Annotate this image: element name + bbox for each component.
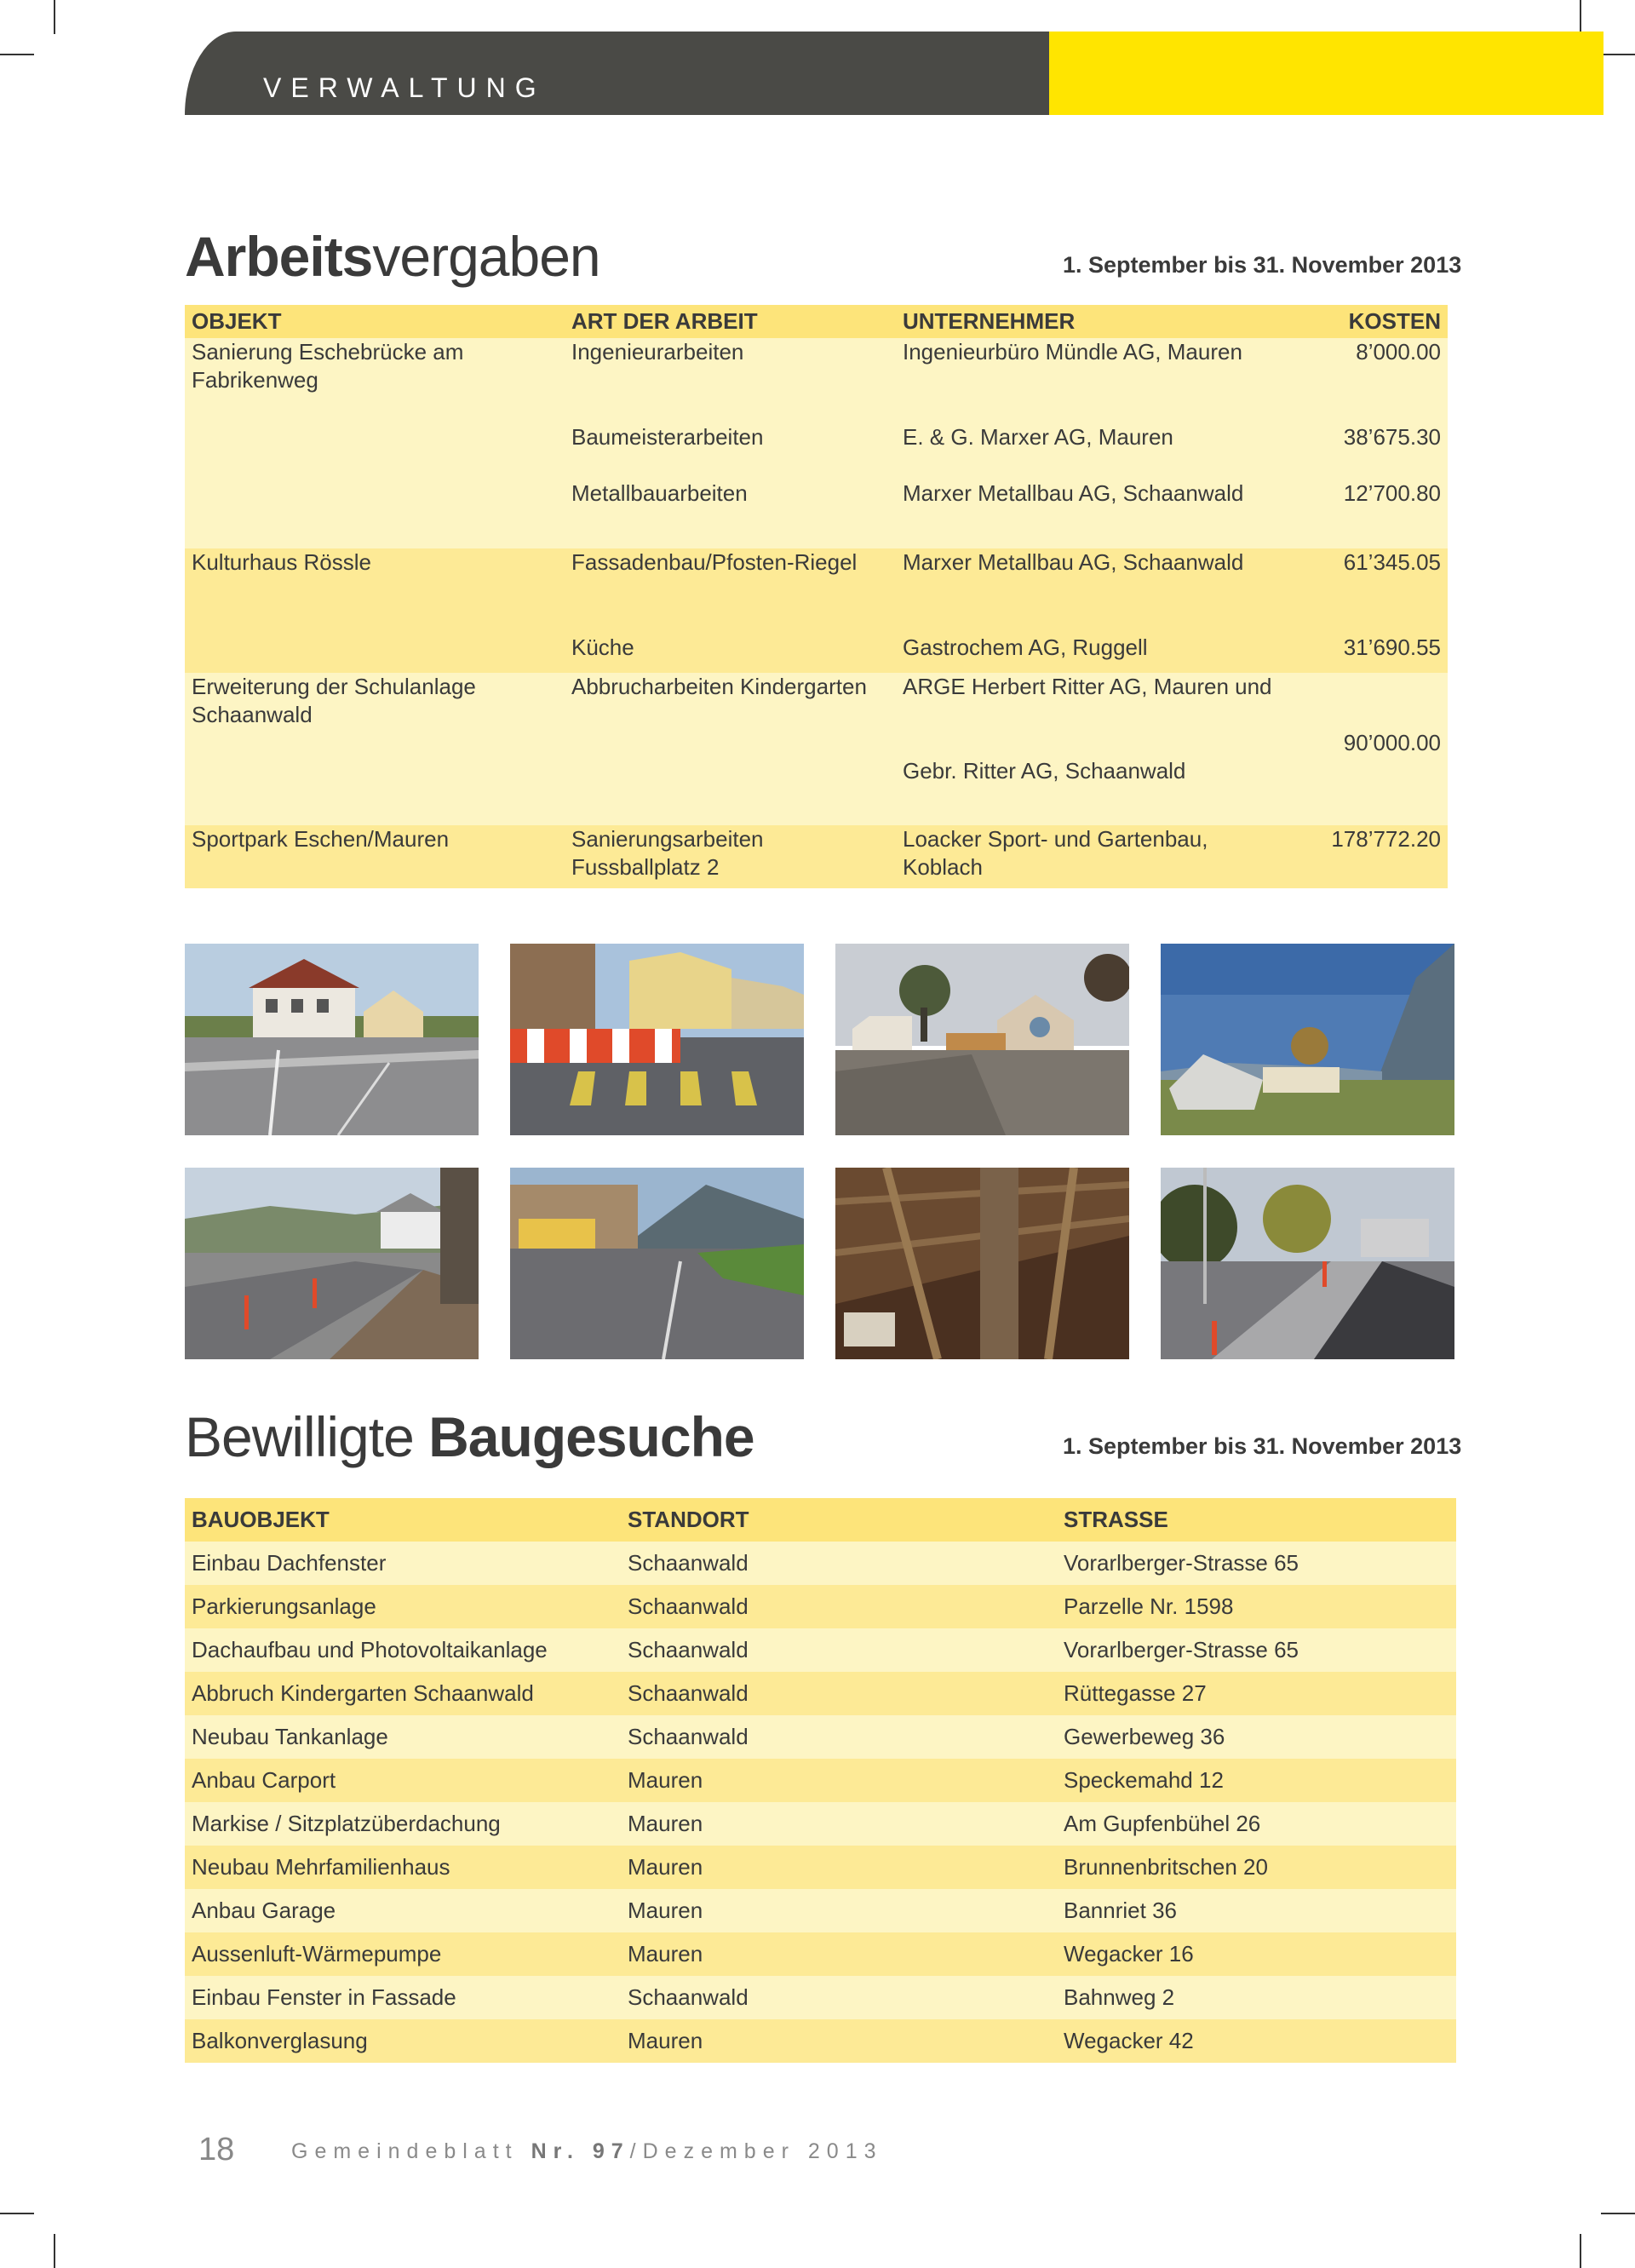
cell-objekt: Sanierung Eschebrücke am Fabrikenweg	[185, 338, 565, 423]
table-row	[185, 1759, 1456, 1802]
table-row	[185, 729, 1448, 757]
baugesuche-title-light: Bewilligte	[185, 1405, 429, 1468]
cell-standort: Mauren	[621, 1846, 1057, 1889]
cell-art: Metallbauarbeiten	[565, 479, 896, 548]
page-number: 18	[198, 2132, 235, 2168]
column-header-bauobjekt: BAUOBJEKT	[185, 1498, 621, 1542]
cell-kosten: 8’000.00	[1288, 338, 1448, 423]
footer-issue-label: Nr. 97	[531, 2139, 630, 2163]
cell-art: Ingenieurarbeiten	[565, 338, 896, 423]
cell-standort: Mauren	[621, 1932, 1057, 1976]
table-row	[185, 825, 1448, 888]
cell-bauobjekt: Anbau Garage	[185, 1889, 621, 1932]
table-row	[185, 634, 1448, 673]
cell-bauobjekt: Balkonverglasung	[185, 2019, 621, 2063]
cell-bauobjekt: Abbruch Kindergarten Schaanwald	[185, 1672, 621, 1715]
cell-art: Küche	[565, 634, 896, 673]
column-header-objekt: OBJEKT	[185, 305, 565, 338]
cell-strasse: Speckemahd 12	[1057, 1759, 1456, 1802]
cell-standort: Mauren	[621, 1889, 1057, 1932]
cell-art: Baumeisterarbeiten	[565, 423, 896, 479]
photo-road-sidewalk	[1161, 1168, 1454, 1359]
cell-unternehmer	[896, 729, 1288, 757]
table-row	[185, 757, 1448, 825]
cell-bauobjekt: Einbau Dachfenster	[185, 1542, 621, 1585]
header-yellow-bar	[1049, 32, 1603, 115]
cell-kosten: 90’000.00	[1288, 729, 1448, 757]
table-row	[185, 1802, 1456, 1846]
table-row	[185, 1715, 1456, 1759]
column-header-standort: STANDORT	[621, 1498, 1057, 1542]
cell-bauobjekt: Einbau Fenster in Fassade	[185, 1976, 621, 2019]
cell-kosten: 178’772.20	[1288, 825, 1448, 888]
cell-strasse: Wegacker 16	[1057, 1932, 1456, 1976]
section-header-band	[185, 32, 1603, 115]
cell-strasse: Vorarlberger-Strasse 65	[1057, 1628, 1456, 1672]
crop-mark	[54, 2234, 55, 2268]
cell-unternehmer: Marxer Metallbau AG, Schaanwald	[896, 548, 1288, 634]
crop-mark	[54, 0, 55, 34]
cell-objekt: Erweiterung der Schulanlage Schaanwald	[185, 673, 565, 729]
cell-objekt: Sportpark Eschen/Mauren	[185, 825, 565, 888]
crop-mark	[1580, 0, 1581, 34]
cell-standort: Mauren	[621, 2019, 1057, 2063]
baugesuche-date-range: 1. September bis 31. November 2013	[1063, 1433, 1462, 1459]
cell-standort: Mauren	[621, 1802, 1057, 1846]
cell-strasse: Wegacker 42	[1057, 2019, 1456, 2063]
cell-standort: Schaanwald	[621, 1976, 1057, 2019]
crop-mark	[1601, 54, 1635, 55]
arbeitsvergaben-title-light: vergaben	[372, 225, 600, 288]
photo-mountain-site	[1161, 944, 1454, 1135]
cell-art: Sanierungsarbeiten Fussballplatz 2	[565, 825, 896, 888]
cell-standort: Schaanwald	[621, 1715, 1057, 1759]
cell-standort: Schaanwald	[621, 1672, 1057, 1715]
photo-roof-beams	[835, 1168, 1129, 1359]
cell-objekt	[185, 757, 565, 825]
table-row	[185, 1542, 1456, 1585]
footer-issue-date: /Dezember 2013	[629, 2139, 883, 2163]
cell-objekt: Kulturhaus Rössle	[185, 548, 565, 634]
table-header-row	[185, 305, 1448, 338]
footer-publication-line	[291, 2141, 883, 2162]
cell-objekt	[185, 634, 565, 673]
cell-kosten: 12’700.80	[1288, 479, 1448, 548]
cell-art	[565, 757, 896, 825]
cell-bauobjekt: Markise / Sitzplatzüberdachung	[185, 1802, 621, 1846]
crop-mark	[0, 54, 34, 55]
cell-standort: Schaanwald	[621, 1628, 1057, 1672]
cell-unternehmer: Loacker Sport- und Gartenbau, Koblach	[896, 825, 1288, 888]
cell-bauobjekt: Neubau Mehrfamilienhaus	[185, 1846, 621, 1889]
table-row	[185, 1976, 1456, 2019]
column-header-strasse: STRASSE	[1057, 1498, 1456, 1542]
cell-standort: Schaanwald	[621, 1542, 1057, 1585]
cell-art	[565, 729, 896, 757]
cell-kosten: 38’675.30	[1288, 423, 1448, 479]
cell-strasse: Parzelle Nr. 1598	[1057, 1585, 1456, 1628]
crop-mark	[1580, 2234, 1581, 2268]
cell-strasse: Am Gupfenbühel 26	[1057, 1802, 1456, 1846]
cell-standort: Schaanwald	[621, 1585, 1057, 1628]
cell-bauobjekt: Aussenluft-Wärmepumpe	[185, 1932, 621, 1976]
baugesuche-table	[185, 1498, 1456, 2063]
cell-bauobjekt: Parkierungsanlage	[185, 1585, 621, 1628]
table-row	[185, 479, 1448, 548]
cell-bauobjekt: Anbau Carport	[185, 1759, 621, 1802]
cell-strasse: Rüttegasse 27	[1057, 1672, 1456, 1715]
arbeitsvergaben-date-range: 1. September bis 31. November 2013	[1063, 252, 1462, 278]
table-row	[185, 673, 1448, 729]
table-row	[185, 1585, 1456, 1628]
cell-kosten: 31’690.55	[1288, 634, 1448, 673]
cell-strasse: Gewerbeweg 36	[1057, 1715, 1456, 1759]
cell-objekt	[185, 729, 565, 757]
table-header-row	[185, 1498, 1456, 1542]
column-header-kosten: KOSTEN	[1288, 305, 1448, 338]
photo-road-construction	[510, 944, 804, 1135]
column-header-art: ART DER ARBEIT	[565, 305, 896, 338]
baugesuche-title-bold: Baugesuche	[428, 1405, 754, 1468]
table-row	[185, 1846, 1456, 1889]
cell-objekt	[185, 423, 565, 479]
table-row	[185, 1628, 1456, 1672]
cell-kosten	[1288, 757, 1448, 825]
table-row	[185, 338, 1448, 423]
cell-unternehmer: Marxer Metallbau AG, Schaanwald	[896, 479, 1288, 548]
column-header-unternehmer: UNTERNEHMER	[896, 305, 1288, 338]
table-row	[185, 548, 1448, 634]
arbeitsvergaben-title	[185, 225, 600, 288]
photo-road-building	[510, 1168, 804, 1359]
cell-strasse: Vorarlberger-Strasse 65	[1057, 1542, 1456, 1585]
photo-building-site	[835, 944, 1129, 1135]
cell-art: Abbrucharbeiten Kindergarten	[565, 673, 896, 729]
table-row	[185, 423, 1448, 479]
cell-bauobjekt: Dachaufbau und Photovoltaikanlage	[185, 1628, 621, 1672]
baugesuche-title	[185, 1405, 754, 1468]
cell-unternehmer: ARGE Herbert Ritter AG, Mauren und	[896, 673, 1288, 729]
cell-unternehmer: E. & G. Marxer AG, Mauren	[896, 423, 1288, 479]
cell-unternehmer: Gastrochem AG, Ruggell	[896, 634, 1288, 673]
photo-sidewalk	[185, 1168, 479, 1359]
cell-bauobjekt: Neubau Tankanlage	[185, 1715, 621, 1759]
table-row	[185, 1889, 1456, 1932]
cell-unternehmer: Gebr. Ritter AG, Schaanwald	[896, 757, 1288, 825]
cell-strasse: Bahnweg 2	[1057, 1976, 1456, 2019]
section-label: VERWALTUNG	[263, 72, 546, 103]
table-row	[185, 1932, 1456, 1976]
table-row	[185, 2019, 1456, 2063]
arbeitsvergaben-table	[185, 305, 1448, 888]
footer-publication: Gemeindeblatt	[291, 2139, 519, 2163]
cell-strasse: Brunnenbritschen 20	[1057, 1846, 1456, 1889]
cell-kosten: 61’345.05	[1288, 548, 1448, 634]
cell-kosten	[1288, 673, 1448, 729]
photo-street-crossing	[185, 944, 479, 1135]
arbeitsvergaben-title-bold: Arbeits	[185, 225, 373, 288]
cell-art: Fassadenbau/Pfosten-Riegel	[565, 548, 896, 634]
cell-strasse: Bannriet 36	[1057, 1889, 1456, 1932]
crop-mark	[1601, 2213, 1635, 2214]
cell-unternehmer: Ingenieurbüro Mündle AG, Mauren	[896, 338, 1288, 423]
table-row	[185, 1672, 1456, 1715]
cell-objekt	[185, 479, 565, 548]
cell-standort: Mauren	[621, 1759, 1057, 1802]
crop-mark	[0, 2213, 34, 2214]
